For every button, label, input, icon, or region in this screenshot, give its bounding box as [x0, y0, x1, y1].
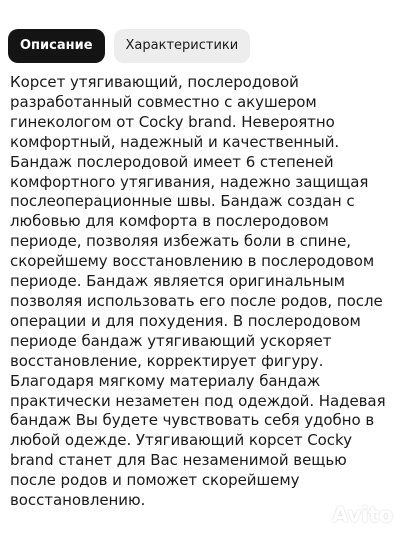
avito-logo-icon [299, 502, 329, 528]
description-text: Корсет утягивающий, послеродовой разработанный совместно с акушером гинекологом от Cocky brand. Невероятно комфортный, надежный и качественный. Бандаж послеродовой имеет 6 степеней комфортного утягивания, надежно защищая послеоперационные швы. Бандаж создан с любовью для комфорта в послеродовом периоде, позволяя избежать боли в спине, скорейшему восстановлению в послеродовом периоде. Бандаж является оригинальным позволяя использовать его после родов, после операции и для похудения. В послеродовом периоде бандаж утягивающий ускоряет восстановление, корректирует фигуру. Благодаря мягкому материалу бандаж практически незаметен под одеждой. Надевая бандаж Вы будете чувствовать себя удобно в любой одежде. Утягивающий корсет Cocky brand станет для Вас незаменимой вещью после родов и поможет скорейшему восстановлению. [10, 73, 386, 510]
tab-bar [8, 29, 250, 63]
tab-description[interactable]: Описание [8, 29, 105, 63]
tab-characteristics[interactable]: Характеристики [114, 29, 251, 63]
watermark-text: Avito [332, 503, 393, 527]
avito-watermark [299, 502, 393, 528]
